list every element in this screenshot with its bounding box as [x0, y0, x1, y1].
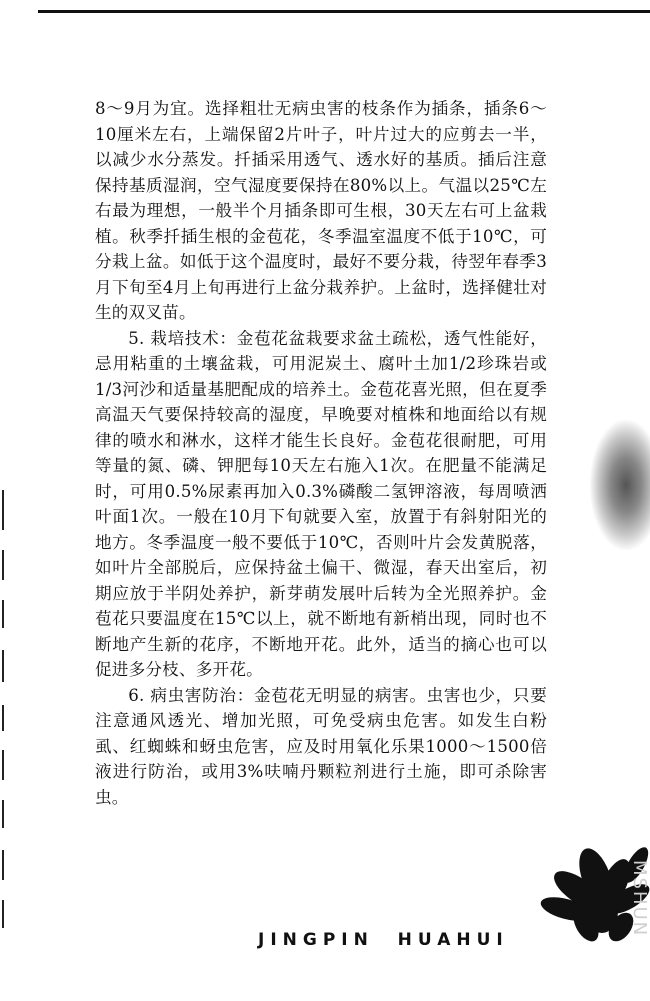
watermark: MSHUN	[629, 860, 650, 938]
scan-edge-marks	[0, 490, 6, 950]
paragraph-cultivation: 5. 栽培技术：金苞花盆栽要求盆土疏松，透气性能好，忌用粘重的土壤盆栽，可用泥炭土、腐叶土加1/2珍珠岩或1/3河沙和适量基肥配成的培养土。金苞花喜光照，但在夏季高温天气要保持较高的湿度，早晚要对植株和地面给以有规律的喷水和淋水，这样才能生长良好。金苞花很耐肥，可用等量的氮、磷、钾肥每10天左右施入1次。在肥量不能满足时，可用0.5%尿素再加入0.3%磷酸二氢钾溶液，每周喷洒叶面1次。一般在10月下旬就要入室，放置于有斜射阳光的地方。冬季温度一般不要低于10℃，否则叶片会发黄脱落，如叶片全部脱后，应保持盆土偏干、微湿，春天出室后，初期应放于半阴处养护，新芽萌发展叶后转为全光照养护。金苞花只要温度在15℃以上，就不断地有新梢出现，同时也不断地产生新的花序，不断地开花。此外，适当的摘心也可以促进多分枝、多开花。	[95, 328, 547, 679]
paragraph-pest-control: 6. 病虫害防治：金苞花无明显的病害。虫害也少，只要注意通风透光、增加光照，可免受病虫危害。如发生白粉虱、红蜘蛛和蚜虫危害，应及时用氧化乐果1000～1500倍液进行防治，或用3%呋喃丹颗粒剂进行土施，即可杀除害虫。	[95, 685, 547, 807]
body-text	[95, 96, 547, 810]
paragraph-propagation: 8～9月为宜。选择粗壮无病虫害的枝条作为插条，插条6～10厘米左右，上端保留2片叶子，叶片过大的应剪去一半，以减少水分蒸发。扦插采用透气、透水好的基质。插后注意保持基质湿润，空气湿度要保持在80%以上。气温以25℃左右最为理想，一般半个月插条即可生根，30天左右可上盆栽植。秋季扦插生根的金苞花，冬季温室温度不低于10℃，可分栽上盆。如低于这个温度时，最好不要分栽，待翌年春季3月下旬至4月上旬再进行上盆分栽养护。上盆时，选择健壮对生的双叉苗。	[95, 99, 547, 322]
footer-title: JINGPIN HUAHUI	[258, 930, 509, 950]
page-number-stamp	[590, 420, 650, 550]
header-rule	[38, 10, 650, 13]
